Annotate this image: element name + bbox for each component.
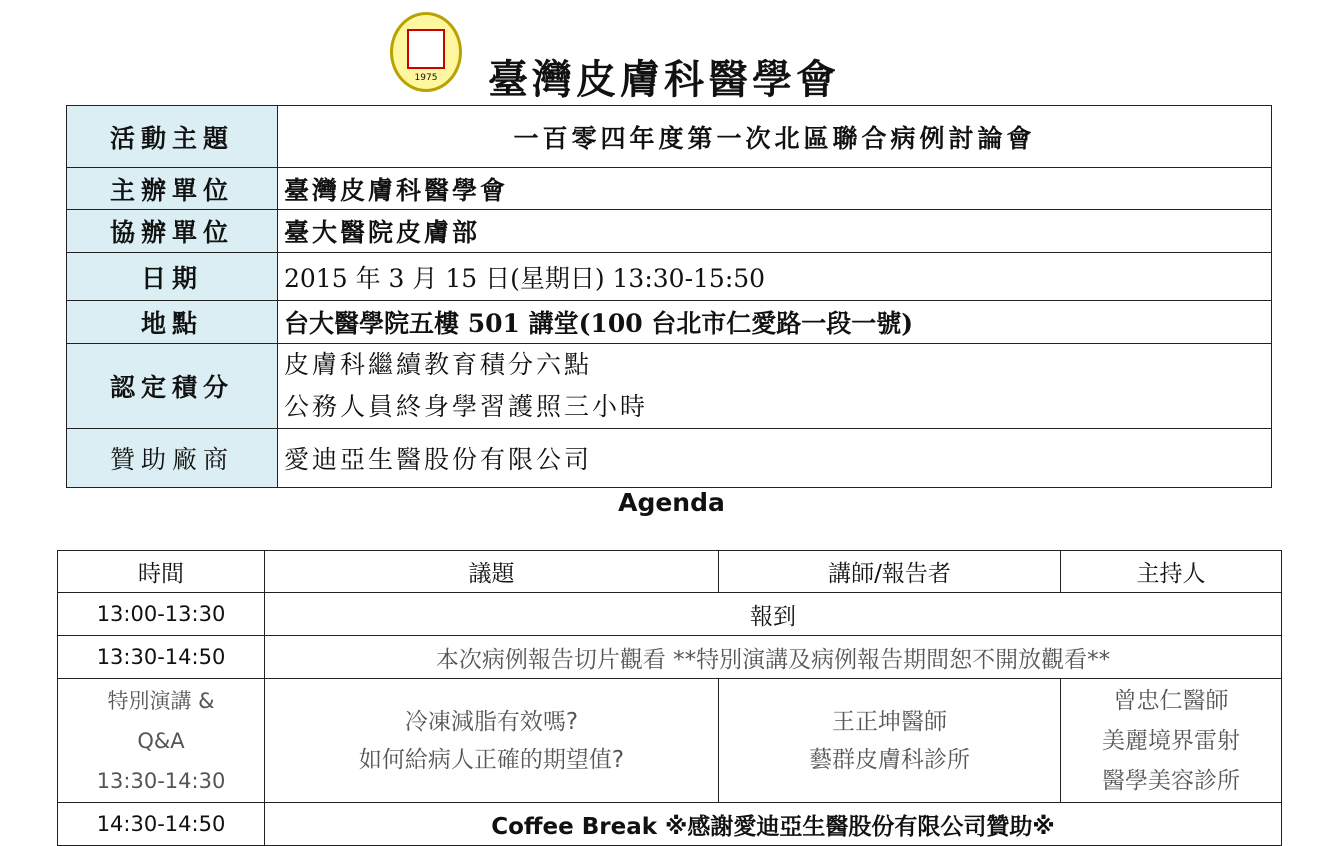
society-logo [390, 12, 462, 92]
agenda-topic: 本次病例報告切片觀看 **特別演講及病例報告期間恕不開放觀看** [265, 636, 1282, 679]
time-line: 特別演講 & [107, 688, 215, 713]
col-header-time: 時間 [58, 551, 265, 593]
time-line: Q&A [137, 728, 185, 753]
info-value: 愛迪亞生醫股份有限公司 [278, 429, 1272, 488]
speaker-line: 藝群皮膚科診所 [809, 746, 970, 773]
host-line: 美麗境界雷射 [1102, 727, 1240, 754]
agenda-table [57, 550, 1282, 846]
agenda-host [1061, 679, 1282, 803]
info-row-sponsor [67, 429, 1272, 488]
agenda-topic: Coffee Break ※感謝愛迪亞生醫股份有限公司贊助※ [265, 803, 1282, 846]
info-label: 認定積分 [67, 344, 278, 429]
agenda-row [58, 803, 1282, 846]
credit-line: 皮膚科繼續教育積分六點 [284, 350, 593, 379]
topic-line: 如何給病人正確的期望值? [358, 746, 625, 773]
col-header-host: 主持人 [1061, 551, 1282, 593]
info-value: 臺大醫院皮膚部 [278, 210, 1272, 253]
logo-year: 1975 [414, 73, 438, 83]
info-row-location [67, 301, 1272, 344]
agenda-row [58, 593, 1282, 636]
time-line: 13:30-14:30 [96, 768, 226, 793]
agenda-row [58, 679, 1282, 803]
info-label: 地點 [67, 301, 278, 344]
info-value [278, 344, 1272, 429]
agenda-time: 13:00-13:30 [58, 593, 265, 636]
info-row-organizer [67, 168, 1272, 210]
col-header-topic: 議題 [265, 551, 719, 593]
agenda-speaker [719, 679, 1061, 803]
agenda-time [58, 679, 265, 803]
info-value: 臺灣皮膚科醫學會 [278, 168, 1272, 210]
info-value: 2015 年 3 月 15 日(星期日) 13:30-15:50 [278, 253, 1272, 301]
agenda-row [58, 636, 1282, 679]
credit-line: 公務人員終身學習護照三小時 [284, 392, 649, 421]
topic-line: 冷凍減脂有效嗎? [404, 708, 579, 735]
host-line: 曾忠仁醫師 [1113, 687, 1229, 714]
agenda-time: 14:30-14:50 [58, 803, 265, 846]
logo-emblem [407, 29, 445, 69]
header [0, 0, 1343, 104]
host-line: 醫學美容診所 [1102, 767, 1240, 794]
agenda-time: 13:30-14:50 [58, 636, 265, 679]
info-row-co-organizer [67, 210, 1272, 253]
info-row-credits [67, 344, 1272, 429]
agenda-header-row [58, 551, 1282, 593]
agenda-title: Agenda [618, 488, 725, 517]
col-header-speaker: 講師/報告者 [719, 551, 1061, 593]
info-value: 一百零四年度第一次北區聯合病例討論會 [278, 106, 1272, 168]
info-row-date [67, 253, 1272, 301]
info-value: 台大醫學院五樓 501 講堂(100 台北市仁愛路一段一號) [278, 301, 1272, 344]
society-title: 臺灣皮膚科醫學會 [488, 56, 840, 103]
info-label: 主辦單位 [67, 168, 278, 210]
info-label: 贊助廠商 [67, 429, 278, 488]
info-label: 日期 [67, 253, 278, 301]
info-label: 活動主題 [67, 106, 278, 168]
event-info-table [66, 105, 1272, 488]
info-row-topic [67, 106, 1272, 168]
info-label: 協辦單位 [67, 210, 278, 253]
agenda-topic [265, 679, 719, 803]
agenda-topic: 報到 [265, 593, 1282, 636]
speaker-line: 王正坤醫師 [832, 708, 947, 735]
